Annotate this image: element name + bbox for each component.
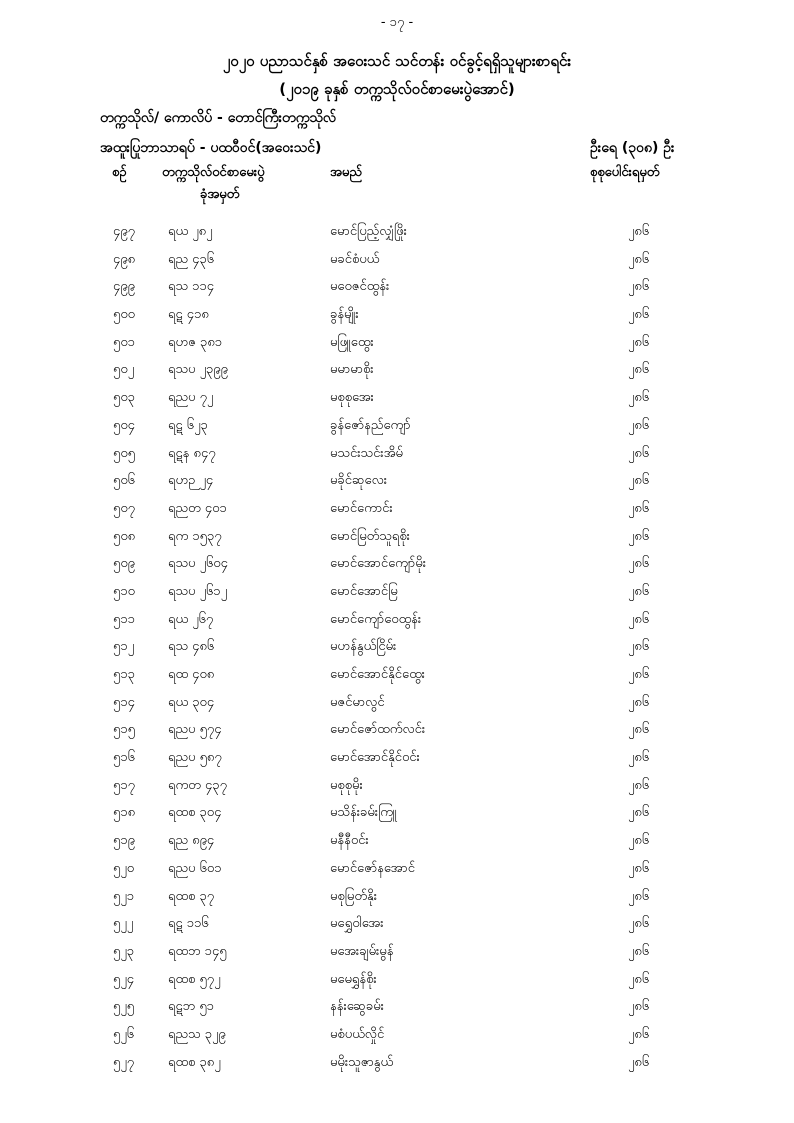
roll-number: ရယ ၃၀၄ [168,694,215,710]
student-name: မသင်းသင်းအိမ် [330,445,403,461]
row-number: ၅၀၉ [113,556,135,572]
student-name: မောင်ပြည့်လျှံဖြိုး [330,224,407,239]
table-row [0,248,794,276]
table-row [0,386,794,414]
student-name: မောင်ဇော်ထက်လင်း [330,722,426,738]
student-name: မမေရွှန်စိုး [330,971,377,987]
total-mark: ၂၈၆ [628,1054,650,1070]
student-name: မစံပယ်လှိုင် [330,1026,385,1042]
total-mark: ၂၈၆ [628,307,650,323]
total-mark: ၂၈၆ [628,473,650,489]
roll-number: ရထစ ၃၀၄ [168,805,222,821]
roll-number: ရညတ ၄၀၁ [168,500,227,516]
roll-number: ရဟဉ ၂၄ [168,473,214,489]
table-row [0,220,794,248]
student-name: မောင်ဇော်နအောင် [330,860,415,876]
student-name: မောင်အောင်ကျော်မိုး [330,556,426,572]
student-name: မမိုးသူဇာနွယ် [330,1054,394,1070]
roll-number: ရဟဇ ၃၈၁ [168,334,223,350]
table-row [0,469,794,497]
total-mark: ၂၈၆ [628,583,650,599]
total-mark: ၂၈၆ [628,971,650,987]
table-row [0,691,794,719]
table-row [0,801,794,829]
document-title: ၂၀၂၀ ပညာသင်နှစ် အဝေးသင် သင်တန်း ဝင်ခွင့်ရရှိသူများစာရင်း [222,52,572,70]
student-name: မနီနီဝင်း [330,833,369,849]
roll-number: ရည ၈၉၄ [168,833,215,849]
total-mark: ၂၈၆ [628,777,650,793]
total-mark: ၂၈၆ [628,611,650,627]
row-number: ၅၂၀ [113,860,135,876]
row-number: ၅၂၁ [113,888,135,904]
roll-number: ရထစ ၃၇ [168,888,215,904]
total-mark: ၂၈၆ [628,362,650,378]
table-row [0,857,794,885]
table-row [0,1023,794,1051]
student-name: မမာမာစိုး [330,362,374,378]
total-mark: ၂၈၆ [628,390,650,406]
row-number: ၅၁၂ [113,639,135,655]
table-row [0,358,794,386]
results-table [0,220,794,1078]
row-number: ၅၀၀ [113,307,135,323]
student-name: မဝေဇင်ထွန်း [330,279,390,295]
row-number: ၄၉၈ [113,251,136,267]
total-mark: ၂၈၆ [628,722,650,738]
row-number: ၅၁၁ [113,611,135,627]
student-name: မောင်ကျော်ဝေထွန်း [330,611,422,627]
row-number: ၅၀၆ [113,473,135,489]
header-total-marks: စုစုပေါင်းရမှတ် [590,165,660,180]
table-row [0,746,794,774]
roll-number: ရသပ ၂၃၉၉ [168,362,228,378]
roll-number: ရကတ ၄၃၇ [168,777,227,793]
table-row [0,552,794,580]
roll-number: ရသပ ၂၆၀၄ [168,556,228,572]
student-name: မစုမြတ်နိုး [330,888,378,904]
student-name: မောင်အောင်နိုင်ထွေး [330,667,425,682]
table-row [0,885,794,913]
total-mark: ၂၈၆ [628,500,650,516]
row-number: ၅၀၂ [113,362,135,378]
roll-number: ရညသ ၃၂၉ [168,1026,226,1042]
total-mark: ၂၈၆ [628,694,650,710]
table-row [0,774,794,802]
row-number: ၅၁၆ [113,750,135,766]
roll-number: ရထစ ၃၈၂ [168,1054,221,1070]
student-name: မစုစုမိုး [330,777,363,793]
row-number: ၅၁၄ [113,694,135,710]
university-line: တက္ကသိုလ်/ ကောလိပ် - တောင်ကြီးတက္ကသိုလ် [100,110,337,126]
row-number: ၅၂၂ [113,916,134,932]
total-mark: ၂၈၆ [628,888,650,904]
table-row [0,829,794,857]
header-no: စဉ် [112,165,127,180]
student-name: မအေးချမ်းမွန် [330,943,394,959]
major-line: အထူးပြုဘာသာရပ် - ပထဝီဝင်(အဝေးသင်) [100,140,322,156]
table-row [0,968,794,996]
total-mark: ၂၈၆ [628,860,650,876]
student-name: ခွန်မျိုး [330,307,359,323]
student-name: မဟန်နွယ်ငြိမ်း [330,639,397,655]
student-name: မရွှေဝါအေး [330,916,384,932]
document-subtitle: (၂၀၁၉ ခုနှစ် တက္ကသိုလ်ဝင်စာမေးပွဲအောင်) [279,80,515,98]
row-number: ၅၁၇ [113,777,135,793]
total-mark: ၂၈၆ [628,1026,650,1042]
row-number: ၅၂၄ [113,971,135,987]
table-row [0,275,794,303]
roll-number: ရထစ ၅၇၂ [168,971,221,987]
student-name: မောင်မြတ်သူရစိုး [330,528,410,544]
row-number: ၅၂၅ [113,999,135,1015]
roll-number: ရဋ ၆၂၃ [168,417,208,433]
table-row [0,414,794,442]
roll-number: ရည ၄၃၆ [168,251,215,267]
total-mark: ၂၈၆ [628,417,650,433]
row-number: ၅၀၄ [113,417,135,433]
table-row [0,663,794,691]
total-mark: ၂၈၆ [628,750,650,766]
roll-number: ရဋဘ ၅၁ [168,999,214,1015]
roll-number: ရညပ ၅၈၇ [168,750,222,766]
roll-number: ရသ ၁၁၄ [168,279,215,295]
table-row [0,1051,794,1079]
total-mark: ၂၈၆ [628,556,650,572]
total-mark: ၂၈၆ [628,334,650,350]
row-number: ၅၀၃ [113,390,135,406]
total-mark: ၂၈၆ [628,805,650,821]
roll-number: ရသပ ၂၆၁၂ [168,583,227,599]
student-name: ခွန်ဇော်နည်ကျော် [330,417,411,433]
student-name: မောင်အောင်နိုင်ဝင်း [330,750,420,766]
table-row [0,635,794,663]
page-number: - ၁၇ - [380,15,414,30]
table-row [0,718,794,746]
roll-number: ရဋ ၄၁၈ [168,307,209,323]
total-mark: ၂၈၆ [628,916,650,932]
table-row [0,442,794,470]
total-count: ဦးရေ (၃၀၈) ဦး [590,140,675,156]
header-roll-number-line2: ခုံအမှတ် [200,187,240,202]
table-row [0,940,794,968]
roll-number: ရညပ ၅၇၄ [168,722,222,738]
student-name: မောင်ကောင်း [330,500,393,516]
row-number: ၅၁၈ [113,805,136,821]
table-row [0,331,794,359]
table-row [0,497,794,525]
row-number: ၄၉၉ [113,279,135,295]
total-mark: ၂၈၆ [628,639,650,655]
student-name: နန်းဆွေခမ်း [330,999,384,1015]
roll-number: ရက ၁၅၃၇ [168,528,222,544]
roll-number: ရသ ၄၈၆ [168,639,215,655]
header-name: အမည် [330,165,362,180]
roll-number: ရညပ ၇၂ [168,390,214,406]
row-number: ၅၂၇ [113,1054,135,1070]
student-name: မခင်စံပယ် [330,251,380,267]
student-name: မဇင်မာလွင် [330,694,385,710]
table-row [0,525,794,553]
table-row [0,303,794,331]
total-mark: ၂၈၆ [628,224,650,239]
table-row [0,608,794,636]
header-roll-number: တက္ကသိုလ်ဝင်စာမေးပွဲ [162,165,265,180]
roll-number: ရညပ ၆၀၁ [168,860,222,876]
total-mark: ၂၈၆ [628,445,650,461]
row-number: ၅၀၈ [113,528,136,544]
table-row [0,580,794,608]
total-mark: ၂၈၆ [628,999,650,1015]
total-mark: ၂၈၆ [628,528,650,544]
row-number: ၅၂၃ [113,943,135,959]
roll-number: ရယ ၂၆၇ [168,611,214,627]
student-name: မခိုင်ဆုလေး [330,473,388,489]
total-mark: ၂၈၆ [628,251,650,267]
table-row [0,912,794,940]
student-name: မစုစုအေး [330,390,374,406]
row-number: ၅၀၅ [113,445,135,461]
row-number: ၅၂၆ [113,1026,135,1042]
roll-number: ရဋ ၁၁၆ [168,916,209,932]
student-name: မဖြူထွေး [330,334,374,350]
roll-number: ရဋန ၈၄၇ [168,445,216,461]
total-mark: ၂၈၆ [628,279,650,295]
total-mark: ၂၈၆ [628,667,650,682]
row-number: ၅၁၃ [113,667,135,682]
row-number: ၅၀၇ [113,500,135,516]
roll-number: ရထ ၄၀၈ [168,667,215,682]
row-number: ၅၀၁ [113,334,135,350]
roll-number: ရယ ၂၈၂ [168,224,213,239]
table-row [0,995,794,1023]
row-number: ၄၉၇ [113,224,135,239]
student-name: မသိန်းခမ်းကြူ [330,805,397,821]
row-number: ၅၁၀ [113,583,135,599]
row-number: ၅၁၅ [113,722,135,738]
roll-number: ရထဘ ၁၄၅ [168,943,227,959]
total-mark: ၂၈၆ [628,833,650,849]
total-mark: ၂၈၆ [628,943,650,959]
row-number: ၅၁၉ [113,833,135,849]
student-name: မောင်အောင်မြ [330,583,398,599]
